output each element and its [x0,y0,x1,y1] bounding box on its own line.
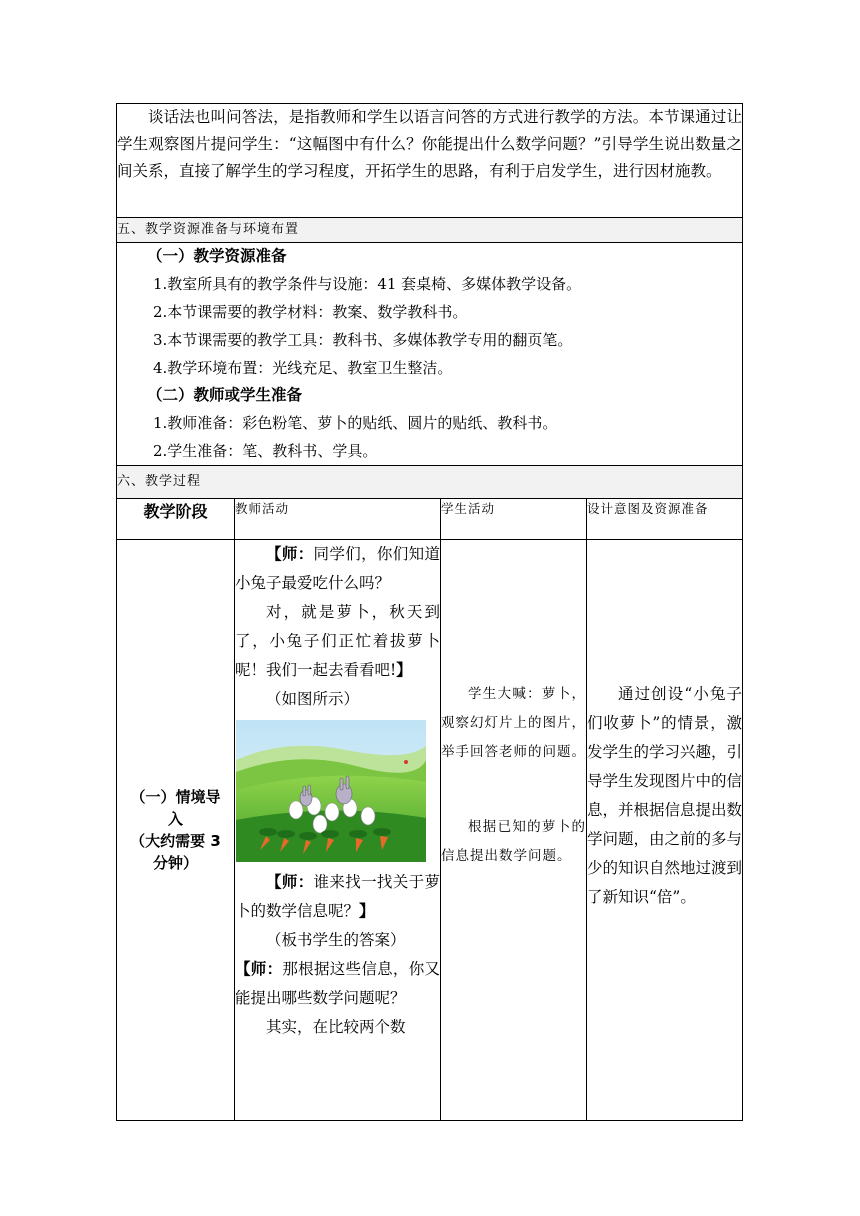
teacher-text: 谁来找一找关于萝卜的数学信息呢？ [235,873,440,920]
stage1-row [117,540,743,1121]
document-page [116,103,742,1121]
section6-heading: 六、教学过程 [117,466,743,499]
bold-suffix: 】 [396,661,412,679]
bold-prefix: 【师： [266,545,314,563]
stage-label-duration: （大约需要 3 分钟） [130,832,221,872]
column-header-stage: 教学阶段 [117,499,235,540]
teacher-text: 对，就是萝卜，秋天到了，小兔子们正忙着拔萝卜呢！我们一起去看看吧! [235,603,440,679]
resource-item: 3.本节课需要的教学工具：教科书、多媒体教学专用的翻页笔。 [153,331,573,349]
column-header-row [117,499,743,540]
student-activity-text: 学生大喊：萝卜，观察幻灯片上的图片，举手回答老师的问题。 [441,686,586,760]
column-header-teacher: 教师活动 [235,499,441,540]
section5-body [117,243,743,466]
student-activity-cell [441,540,587,1121]
rabbits-carrots-illustration-icon [236,720,426,862]
resource-item: 4.教学环境布置：光线充足、教室卫生整洁。 [153,359,453,377]
bold-prefix: 【师： [235,960,283,978]
teacher-paragraph [235,955,440,1013]
design-intent-text: 通过创设“小兔子们收萝卜”的情景，激发学生的学习兴趣，引导学生发现图片中的信息，并根据信息提出数学问题，由之前的多与少的知识自然地过渡到了新知识“倍”。 [587,685,743,906]
preparation-subheading: （二）教师或学生准备 [147,386,303,404]
teacher-text: 同学们，你们知道小兔子最爱吃什么吗？ [235,545,440,592]
intro-row [117,104,743,218]
section5-heading-row [117,218,743,243]
teacher-activity-cell [235,540,441,1121]
resource-item: 1.教室所具有的教学条件与设施：41 套桌椅、多媒体教学设备。 [153,275,582,293]
teacher-paragraph [235,598,440,685]
section5-heading: 五、教学资源准备与环境布置 [117,218,743,243]
preparation-item: 1.教师准备：彩色粉笔、萝卜的贴纸、圆片的贴纸、教科书。 [153,414,558,432]
bold-prefix: 【师： [266,873,314,891]
image-caption: （如图所示） [266,690,360,708]
column-header-intent: 设计意图及资源准备 [587,499,743,540]
resource-item: 2.本节课需要的教学材料：教案、数学教科书。 [153,303,468,321]
preparation-item: 2.学生准备：笔、教科书、学具。 [153,442,378,460]
design-intent-cell [587,540,743,1121]
teacher-paragraph: 其实，在比较两个数 [266,1018,406,1036]
column-header-student: 学生活动 [441,499,587,540]
stage-label-title: （一）情境导入 [130,788,221,828]
teacher-paragraph: （板书学生的答案） [266,931,406,949]
teacher-paragraph [235,868,440,926]
intro-cell [117,104,743,218]
teacher-text: 那根据这些信息，你又能提出哪些数学问题呢？ [235,960,440,1007]
lesson-plan-table [116,103,743,1121]
bold-suffix: 】 [359,902,375,920]
section6-heading-row [117,466,743,499]
section5-body-row [117,243,743,466]
student-activity-text: 根据已知的萝卜的信息提出数学问题。 [441,819,586,864]
teacher-paragraph [235,540,440,598]
intro-paragraph: 谈话法也叫问答法，是指教师和学生以语言问答的方式进行教学的方法。本节课通过让学生观察图片提问学生：“这幅图中有什么？你能提出什么数学问题？”引导学生说出数量之间关系，直接了解学生的学习程度，开拓学生的思路，有利于启发学生，进行因材施教。 [117,108,743,180]
resource-subheading: （一）教学资源准备 [147,247,287,265]
stage-label-cell [117,540,235,1121]
